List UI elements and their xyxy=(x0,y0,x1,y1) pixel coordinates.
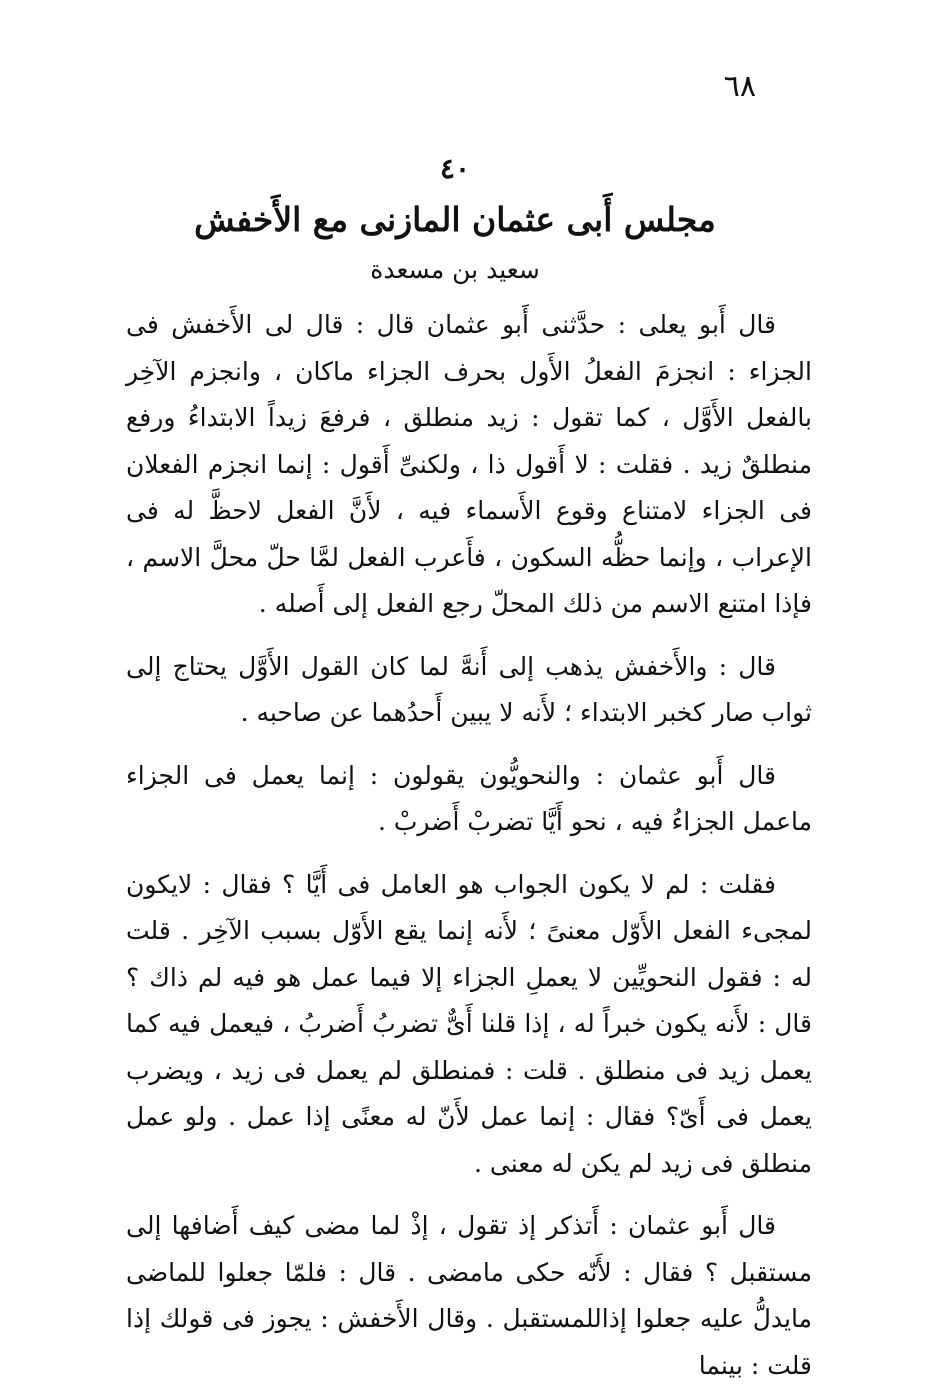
chapter-number: ٤٠ xyxy=(439,152,471,185)
paragraph: قال أَبو عثمان : أَتذكر إذ تقول ، إذْ لما مضى كيف أَضافها إلى مستقبل ؟ فقال : لأَنّه حكى مامضى . قال : فلمّا جعلوا للماضى مايدلُّ عليه جعلوا إذاللمستقبل . وقال الأَخفش : يجوز فى قولك إذا قلت : بينما xyxy=(126,1211,812,1380)
paragraph: قال أَبو يعلى : حدَّثنى أَبو عثمان قال : قال لى الأَخفش فى الجزاء : انجزمَ الفعلُ الأَول بحرف الجزاء ماكان ، وانجزم الآخِر بالفعل الأَوَّل ، كما تقول : زيد منطلق ، فرفعَ زيداً الابتداءُ ورفع منطلقٌ زيد . فقلت : لا أَقول ذا ، ولكنىِّ أَقول : إنما انجزم الفعلان فى الجزاء لامتناع وقوع الأَسماء فيه ، لأَنَّ الفعل لاحظَّ له فى الإعراب ، وإنما حظُّه السكون ، فأَعرب الفعل لمَّا حلّ محلَّ الاسم ، فإذا امتنع الاسم من ذلك المحلّ رجع الفعل إلى أَصله . xyxy=(126,310,812,618)
chapter-title: مجلس أَبى عثمان المازنى مع الأَخفش xyxy=(194,200,716,239)
page-number: ٦٨ xyxy=(723,69,756,104)
paragraph: فقلت : لم لا يكون الجواب هو العامل فى أَيَّا ؟ فقال : لايكون لمجىء الفعل الأَوّل معنىً ؛ لأَنه إنما يقع الأَوّل بسبب الآخِر . قلت له : فقول النحويِّين لا يعملِ الجزاء إلا فيما عمل هو فيه لم ذاك ؟ قال : لأَنه يكون خبراً له ، إذا قلنا أَىٌّ تضربُ أَضربُ ، فيعمل فيه كما يعمل زيد فى منطلق . قلت : فمنطلق لم يعمل فى زيد ، ويضرب يعمل فى أَىّ؟ فقال : إنما عمل لأَنّ له معنًى إذا عمل . ولو عمل منطلق فى زيد لم يكن له معنى . xyxy=(126,869,812,1178)
chapter-subtitle: سعيد بن مسعدة xyxy=(370,255,540,284)
paragraph: قال : والأَخفش يذهب إلى أَنهَّ لما كان القول الأَوَّل يحتاج إلى ثواب صار كخبر الابتداء ؛ لأَنه لا يبين أَحدُهما عن صاحبه . xyxy=(126,651,812,727)
body-text xyxy=(126,302,812,1389)
paragraph: قال أَبو عثمان : والنحويُّون يقولون : إنما يعمل فى الجزاء ماعمل الجزاءُ فيه ، نحو أَيَّا تضربْ أَضربْ . xyxy=(126,760,812,836)
